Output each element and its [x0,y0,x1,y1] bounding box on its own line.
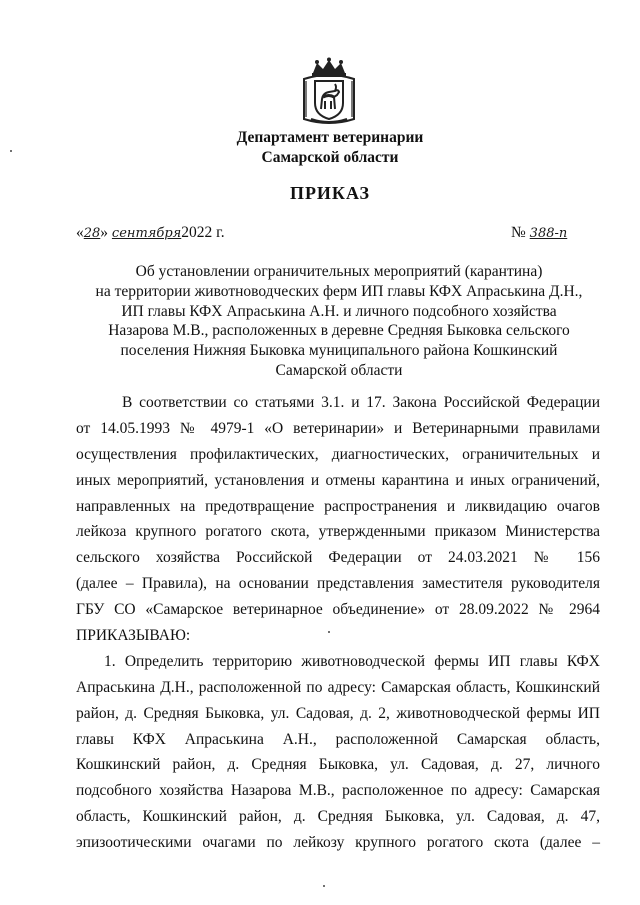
body-line: осуществления профилактических, диагностических, ограничительных и [76,445,600,463]
body-line: район, д. Средняя Быковка, ул. Садовая, д. 2, животноводческой фермы ИП [76,704,600,722]
body-line: от 14.05.1993 № 4979-1 «О ветеринарии» и Ветеринарными правилами [76,419,600,437]
department-name [140,128,520,168]
body-line: область, Кошкинский район, д. Средняя Быковка, ул. Садовая, д. 47, [76,808,600,826]
body-line: лейкоза крупного рогатого скота, утвержденными приказом Министерства [76,523,600,541]
body-line: подсобного хозяйства Назарова М.В., расположенное по адресу: Самарская [76,782,600,800]
document-date [76,224,225,242]
body-line: 1. Определить территорию животноводческой фермы ИП главы КФХ [104,652,600,670]
subject-line: на территории животноводческих ферм ИП главы КФХ Апраськина Д.Н., [95,282,583,300]
date-month: сентября [111,226,182,241]
body-line: (далее – Правила), на основании представления заместителя руководителя [76,575,600,593]
number-prefix: № [511,224,526,241]
body-line: иных мероприятий, установления и отмены карантина и иных ограничений, [76,471,600,489]
date-day: 28 [83,226,101,241]
body-line: Апраськина Д.Н., расположенной по адресу: Самарская область, Кошкинский [76,678,600,696]
body-line: эпизоотическими очагами по лейкозу крупного рогатого скота (далее – [76,834,600,852]
document-title: ПРИКАЗ [289,183,371,203]
document-number [511,224,567,242]
body-line: сельского хозяйства Российской Федерации от 24.03.2021 № 156 [76,549,600,567]
subject-line: поселения Нижняя Быковка муниципального района Кошкинский [120,342,558,360]
scan-speck [328,631,330,633]
body-line: главы КФХ Апраськина А.Н., расположенной Самарская область, [76,730,600,748]
department-line-1: Департамент ветеринарии [236,129,424,146]
document-body [76,390,600,856]
date-close-quote: » [100,224,109,241]
subject-line: Об установлении ограничительных мероприятий (карантина) [135,263,543,280]
samara-coat-of-arms-icon [301,57,357,125]
body-line: В соответствии со статьями 3.1. и 17. Закона Российской Федерации [122,394,600,411]
body-line: ГБУ СО «Самарское ветеринарное объединение» от 28.09.2022 № 2964 [76,601,600,619]
subject-line: ИП главы КФХ Апраськина А.Н. и личного подсобного хозяйства [121,302,557,320]
date-year: 2022 г. [181,224,225,241]
document-subject [78,262,600,381]
body-line: направленных на предотвращение распространения и ликвидацию очагов [76,497,600,515]
body-line: Кошкинский район, д. Средняя Быковка, ул. Садовая, д. 27, личного [76,756,600,774]
number-value: 388-п [529,226,568,241]
subject-line: Назарова М.В., расположенных в деревне Средняя Быковка сельского [108,322,570,340]
scan-speck [323,885,325,887]
subject-line: Самарской области [275,361,403,379]
date-open-quote: « [76,224,84,241]
scan-speck [10,150,12,152]
body-line: ПРИКАЗЫВАЮ: [76,627,191,645]
department-line-2: Самарской области [261,149,399,166]
